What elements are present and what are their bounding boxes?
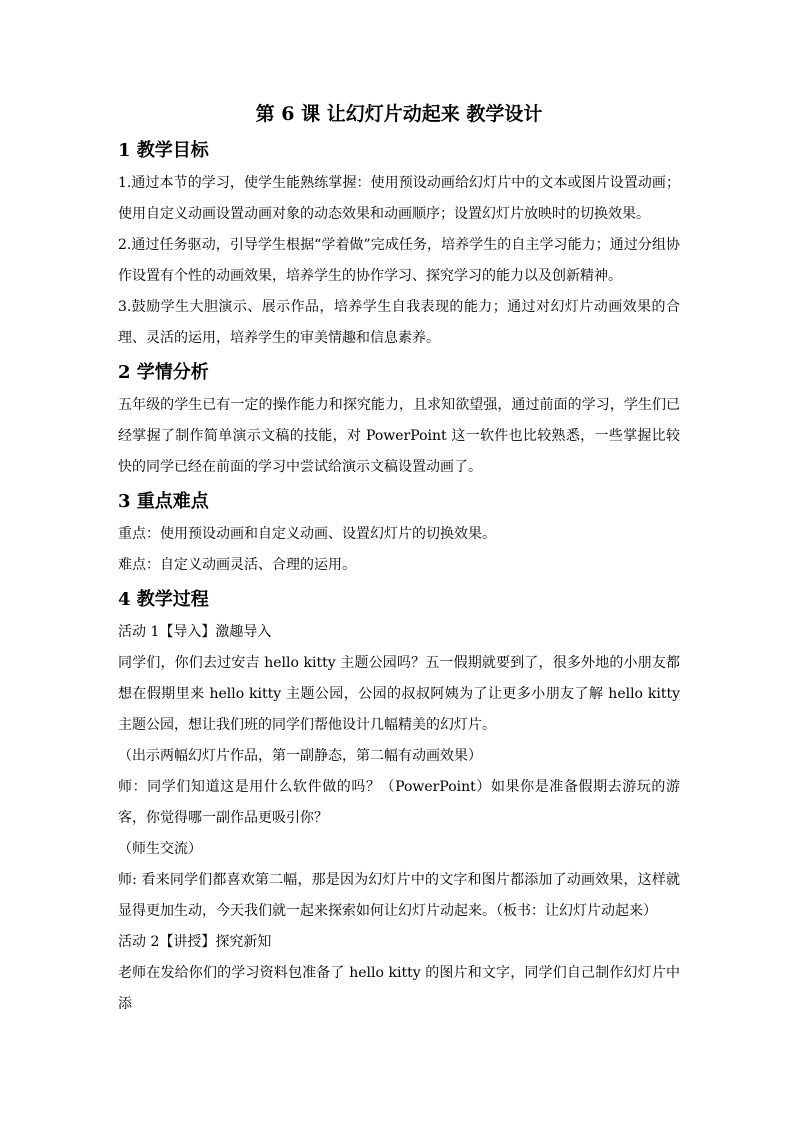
section-learner-analysis <box>118 360 680 483</box>
teacher-question-paragraph: 师：同学们知道这是用什么软件做的吗？（PowerPoint）如果你是准备假期去游玩的游客，你觉得哪一副作品更吸引你？ <box>118 779 680 826</box>
learner-analysis-paragraph: 五年级的学生已有一定的操作能力和探究能力，且求知欲望强，通过前面的学习，学生们已经掌握了制作简单演示文稿的技能，对 PowerPoint 这一软件也比较熟悉，一些掌握比较快的同学已经在前面的学习中尝试给演示文稿设置动画了。 <box>118 397 680 475</box>
difficulty-paragraph: 难点：自定义动画灵活、合理的运用。 <box>118 557 356 573</box>
objective-paragraph-2: 2.通过任务驱动，引导学生根据“学着做”完成任务，培养学生的自主学习能力；通过分组协作设置有个性的动画效果，培养学生的协作学习、探究学习的能力以及创新精神。 <box>118 237 680 284</box>
section-key-points <box>118 489 680 581</box>
teacher-summary-paragraph: 师: 看来同学们都喜欢第二幅，那是因为幻灯片中的文字和图片都添加了动画效果，这样就显得更加生动，今天我们就一起来探索如何让幻灯片动起来。（板书：让幻灯片动起来） <box>118 872 680 919</box>
show-slides-note: （出示两幅幻灯片作品，第一副静态，第二幅有动画效果） <box>118 748 482 764</box>
document-title: 第 6 课 让幻灯片动起来 教学设计 <box>255 103 543 125</box>
intro-paragraph: 同学们，你们去过安吉 hello kitty 主题公园吗？五一假期就要到了，很多外地的小朋友都想在假期里来 hello kitty 主题公园，公园的叔叔阿姨为了让更多小朋友了解 hello kitty 主题公园，想让我们班的同学们帮他设计几幅精美的幻灯片。 <box>118 655 680 733</box>
objective-paragraph-1: 1.通过本节的学习，使学生能熟练掌握：使用预设动画给幻灯片中的文本或图片设置动画；使用自定义动画设置动画对象的动态效果和动画顺序；设置幻灯片放映时的切换效果。 <box>118 175 680 222</box>
discussion-note: （师生交流） <box>118 841 202 857</box>
section-heading-teaching-process: 4 教学过程 <box>118 589 209 610</box>
section-heading-key-points: 3 重点难点 <box>118 491 209 512</box>
activity-2-title: 活动 2【讲授】探究新知 <box>118 934 272 950</box>
section-heading-learner-analysis: 2 学情分析 <box>118 362 209 383</box>
key-point-paragraph: 重点：使用预设动画和自定义动画、设置幻灯片的切换效果。 <box>118 526 496 542</box>
activity-1-title: 活动 1【导入】激趣导入 <box>118 624 272 640</box>
materials-paragraph: 老师在发给你们的学习资料包准备了 hello kitty 的图片和文字，同学们自己制作幻灯片中添 <box>118 965 680 1012</box>
document-page <box>118 100 680 1020</box>
section-teaching-process <box>118 587 680 1020</box>
objective-paragraph-3: 3.鼓励学生大胆演示、展示作品，培养学生自我表现的能力；通过对幻灯片动画效果的合理、灵活的运用，培养学生的审美情趣和信息素养。 <box>118 299 680 346</box>
section-heading-objectives: 1 教学目标 <box>118 140 209 161</box>
section-objectives <box>118 138 680 354</box>
